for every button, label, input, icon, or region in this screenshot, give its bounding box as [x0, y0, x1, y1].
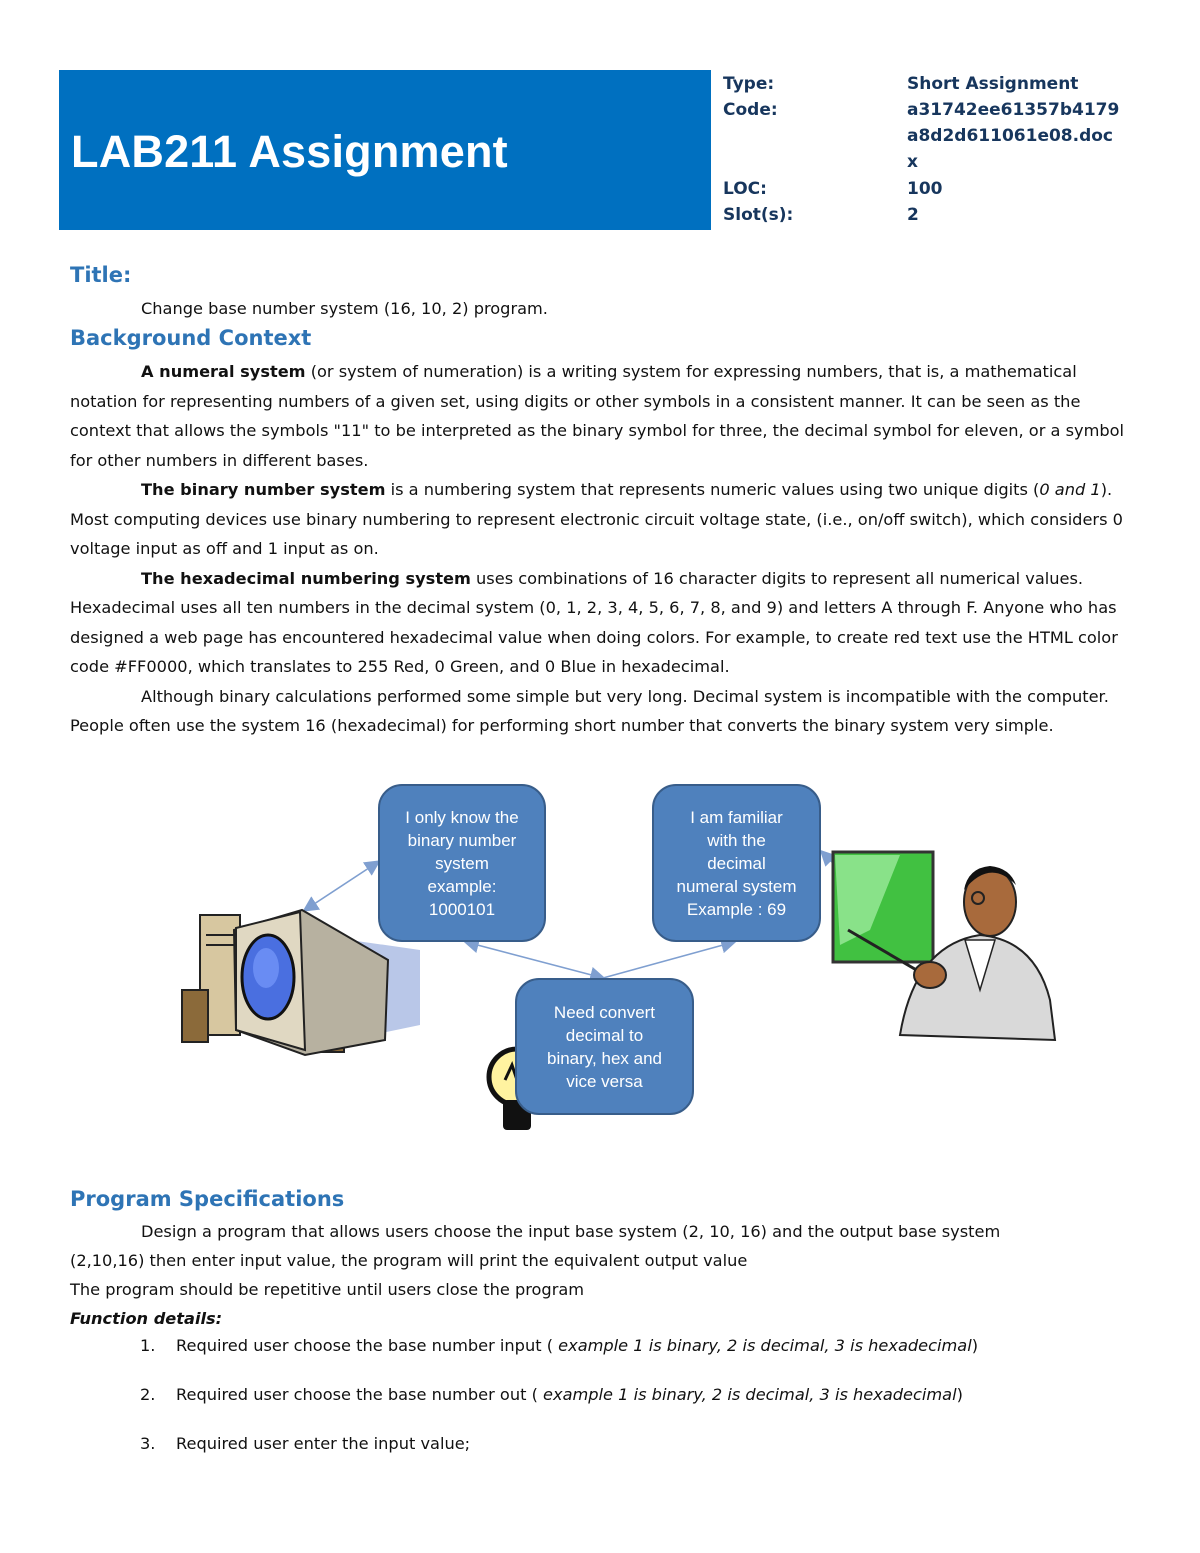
document-title: LAB211 Assignment [71, 126, 508, 177]
meta-label: Slot(s): [723, 205, 794, 225]
meta-value: a8d2d611061e08.doc [907, 126, 1114, 146]
paragraph-binary: The binary number system is a numbering system that represents numeric values using two unique digits (0 and 1). Most computing devices use binary numbering to represent electronic circuit voltage state, (i.e., on/off switch), which considers 0 voltage input as off and 1 input as on. [70, 480, 1123, 558]
meta-label: Type: [723, 74, 775, 94]
meta-label: Code: [723, 100, 778, 120]
meta-value: 2 [907, 205, 919, 225]
arrow-binary-convert [466, 942, 603, 978]
meta-value: Short Assignment [907, 74, 1079, 94]
arrow-convert-decimal [603, 942, 734, 978]
binary-user-box: I only know the binary number system example: 1000101 [378, 784, 546, 942]
background-heading: Background Context [70, 326, 312, 350]
decimal-user-box: I am familiar with the decimal numeral system Example : 69 [652, 784, 821, 942]
function-details-heading: Function details: [70, 1309, 223, 1328]
meta-label: LOC: [723, 179, 767, 199]
list-item: 3. Required user enter the input value; [140, 1434, 471, 1453]
meta-value: x [907, 152, 918, 172]
paragraph-numeral: A numeral system (or system of numeration) is a writing system for expressing numbers, that is, a mathematical notation for representing numbers of a given set, using digits or other symbols in a consistent manner. It can be seen as the context that allows the symbols "11" to be interpreted as the binary symbol for three, the decimal symbol for eleven, or a symbol for other numbers in different bases. [70, 362, 1125, 470]
spec-heading: Program Specifications [70, 1187, 345, 1211]
spec-line-2: (2,10,16) then enter input value, the program will print the equivalent output value [70, 1251, 748, 1270]
paragraph-summary: Although binary calculations performed some simple but very long. Decimal system is incompatible with the computer. People often use the system 16 (hexadecimal) for performing short number that converts the binary system very simple. [70, 686, 1109, 735]
spec-line-1: Design a program that allows users choose the input base system (2, 10, 16) and the output base system [141, 1222, 1001, 1241]
list-item: 2. Required user choose the base number out ( example 1 is binary, 2 is decimal, 3 is hexadecimal) [140, 1385, 963, 1404]
arrow-computer-binary [305, 862, 378, 910]
spec-line-3: The program should be repetitive until users close the program [70, 1280, 585, 1299]
teacher-icon [833, 852, 1055, 1040]
meta-value: 100 [907, 179, 943, 199]
list-item: 1. Required user choose the base number input ( example 1 is binary, 2 is decimal, 3 is hexadecimal) [140, 1336, 979, 1355]
title-heading: Title: [70, 263, 132, 287]
title-text: Change base number system (16, 10, 2) program. [141, 299, 548, 318]
convert-need-box: Need convert decimal to binary, hex and vice versa [515, 978, 694, 1115]
meta-value: a31742ee61357b4179 [907, 100, 1120, 120]
paragraph-hex: The hexadecimal numbering system uses combinations of 16 character digits to represent all numerical values. Hexadecimal uses all ten numbers in the decimal system (0, 1, 2, 3, 4, 5, 6, 7, 8, and 9) and letters A through F. Anyone who has designed a web page has encountered hexadecimal value when doing colors. For example, to create red text use the HTML color code #FF0000, which translates to 255 Red, 0 Green, and 0 Blue in hexadecimal. [70, 568, 1118, 676]
